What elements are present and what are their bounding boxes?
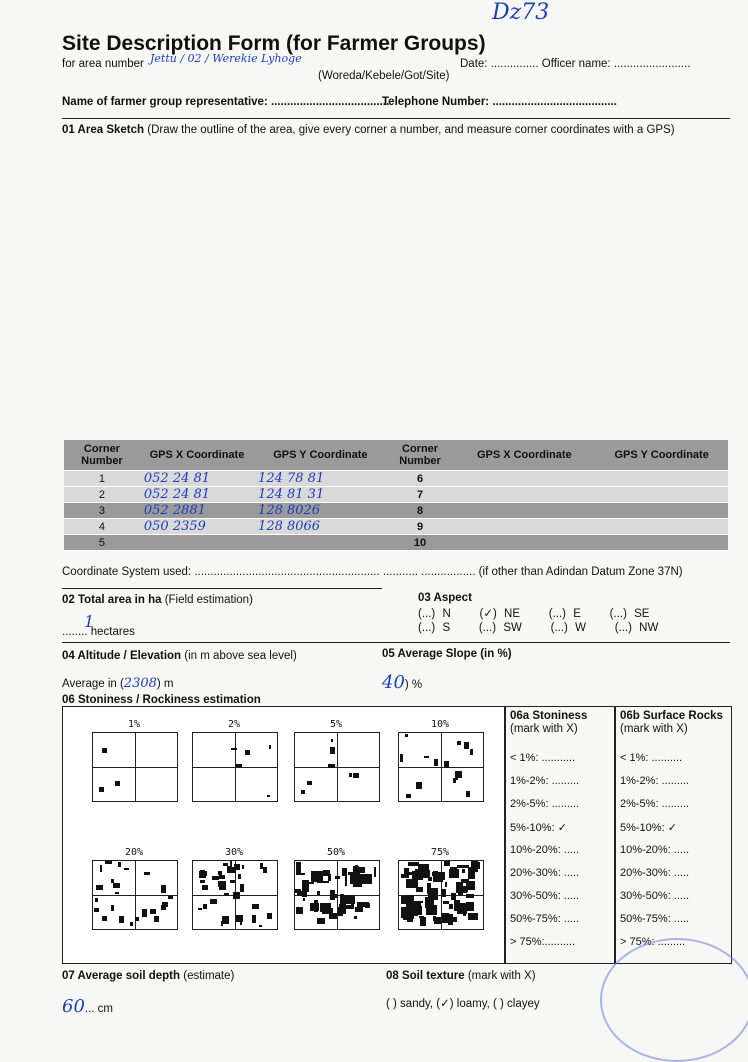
stone-mark xyxy=(405,734,408,736)
stone-mark xyxy=(301,790,305,794)
altitude-line xyxy=(62,676,174,691)
stone-mark xyxy=(416,782,422,789)
stone-mark xyxy=(453,868,456,873)
grid-percent-label: 50% xyxy=(326,847,346,858)
stoniness-column-sub: (mark with X) xyxy=(510,723,578,735)
gps-x-value: 050 2359 xyxy=(140,519,254,535)
gps-y-value: 124 81 31 xyxy=(254,487,387,503)
stone-mark xyxy=(267,913,272,919)
altitude-note: (in m above sea level) xyxy=(184,650,297,662)
col-gps-x-2: GPS X Coordinate xyxy=(453,440,595,471)
stone-mark xyxy=(445,882,447,887)
corner-number: 10 xyxy=(387,535,454,551)
stone-mark xyxy=(124,868,130,871)
gps-x-value: 052 2881 xyxy=(140,503,254,519)
stone-mark xyxy=(95,898,98,902)
stoniness-grid xyxy=(192,732,278,802)
stone-mark xyxy=(105,861,112,864)
stone-mark xyxy=(434,917,441,923)
telephone-line: Telephone Number: ....................................... xyxy=(382,96,617,108)
stoniness-class-option[interactable]: 2%-5%: ......... xyxy=(510,798,580,810)
stone-mark xyxy=(230,880,235,883)
stone-mark xyxy=(400,754,404,762)
area-number-label: for area number xyxy=(62,58,144,70)
stone-mark xyxy=(355,907,363,912)
stone-mark xyxy=(328,764,336,768)
stone-mark xyxy=(407,919,413,922)
stoniness-class-option[interactable]: 1%-2%: ......... xyxy=(510,775,580,787)
stone-mark xyxy=(466,902,474,912)
stone-mark xyxy=(464,742,469,749)
slope-line xyxy=(382,672,422,693)
stone-mark xyxy=(466,791,470,798)
stone-mark xyxy=(322,908,333,914)
stone-mark xyxy=(218,871,222,875)
corner-number: 1 xyxy=(64,471,140,487)
aspect-label: 03 Aspect xyxy=(418,592,472,604)
coordinate-system-line: Coordinate System used: .......................................................... ........... ................. (if other than Adindan Datum Zone 37N) xyxy=(62,566,683,578)
total-area-header xyxy=(62,594,253,606)
corner-number: 2 xyxy=(64,487,140,503)
stoniness-grid xyxy=(294,860,380,930)
table-row xyxy=(64,487,728,503)
stone-mark xyxy=(338,907,343,916)
stone-mark xyxy=(438,872,445,881)
stone-mark xyxy=(224,893,229,897)
surface-rocks-class-option[interactable]: 1%-2%: ......... xyxy=(620,775,690,787)
table-row xyxy=(64,519,728,535)
stone-mark xyxy=(142,909,147,917)
grid-percent-label: 10% xyxy=(430,719,450,730)
gps-y-value xyxy=(254,535,387,551)
stoniness-class-option[interactable]: 30%-50%: ..... xyxy=(510,890,580,902)
hectares-unit: hectares xyxy=(90,626,135,638)
corner-number: 8 xyxy=(387,503,454,519)
stone-mark xyxy=(96,885,104,890)
stone-mark xyxy=(242,865,244,869)
stone-mark xyxy=(374,867,376,877)
stone-mark xyxy=(448,914,453,925)
stone-mark xyxy=(426,905,437,915)
stone-mark xyxy=(150,909,156,913)
soil-texture-options: ( ) sandy, (✓) loamy, ( ) clayey xyxy=(386,998,540,1010)
corner-number: 6 xyxy=(387,471,454,487)
stone-mark xyxy=(466,881,475,890)
total-area-value: 1 xyxy=(84,612,95,631)
stone-mark xyxy=(424,756,429,758)
corner-number: 4 xyxy=(64,519,140,535)
surface-rocks-column-sub: (mark with X) xyxy=(620,723,688,735)
stone-mark xyxy=(418,870,424,877)
stone-mark xyxy=(267,795,270,797)
stoniness-class-option[interactable]: > 75%:.......... xyxy=(510,936,576,948)
stone-mark xyxy=(200,880,206,883)
stone-mark xyxy=(219,887,226,890)
stone-mark xyxy=(118,862,121,867)
stoniness-class-option[interactable]: 10%-20%: ..... xyxy=(510,844,580,856)
aspect-row-2: (...) S (...) SW (...) W (...) NW xyxy=(418,622,659,634)
stoniness-grid xyxy=(192,860,278,930)
stone-mark xyxy=(245,750,250,755)
stone-mark xyxy=(406,794,412,799)
stone-mark xyxy=(240,884,244,891)
gps-x-value: 052 24 81 xyxy=(140,471,254,487)
table-row xyxy=(64,535,728,551)
surface-rocks-column-title: 06b Surface Rocks xyxy=(620,710,723,722)
corner-number: 5 xyxy=(64,535,140,551)
altitude-value: 2308 xyxy=(123,676,157,691)
soil-depth-note: (estimate) xyxy=(183,970,235,982)
stone-mark xyxy=(344,895,354,904)
stone-mark xyxy=(119,916,124,922)
stone-mark xyxy=(349,773,351,777)
surface-rocks-class-option[interactable]: > 75%: ......... xyxy=(620,936,686,948)
area-sketch-header xyxy=(62,124,732,136)
grid-percent-label: 5% xyxy=(329,719,343,730)
stone-mark xyxy=(348,872,353,875)
stone-mark xyxy=(115,892,120,894)
stone-mark xyxy=(113,883,119,889)
corner-number: 7 xyxy=(387,487,454,503)
stone-mark xyxy=(455,777,457,780)
stone-mark xyxy=(441,889,446,897)
corner-number: 3 xyxy=(64,503,140,519)
stone-mark xyxy=(231,867,237,873)
surface-rocks-class-option[interactable]: < 1%: .......... xyxy=(620,752,683,764)
gps-y-value: 128 8066 xyxy=(254,519,387,535)
surface-rocks-class-option[interactable]: 10%-20%: ..... xyxy=(620,844,690,856)
stone-mark xyxy=(154,916,159,922)
col-corner-number-2: Corner Number xyxy=(387,440,454,471)
stone-mark xyxy=(252,904,260,910)
grid-percent-label: 30% xyxy=(224,847,244,858)
stone-mark xyxy=(203,904,207,910)
stoniness-class-option[interactable]: < 1%: ........... xyxy=(510,752,576,764)
stone-mark xyxy=(468,913,477,920)
surface-rocks-class-option[interactable]: 30%-50%: ..... xyxy=(620,890,690,902)
date-officer-line: Date: ............... Officer name: ........................ xyxy=(460,58,691,70)
stone-mark xyxy=(302,890,307,897)
altitude-suffix: ) m xyxy=(156,678,174,690)
stone-mark xyxy=(419,916,424,918)
stone-mark xyxy=(218,881,226,887)
stone-mark xyxy=(444,861,450,866)
stone-mark xyxy=(307,781,312,785)
form-title: Site Description Form (for Farmer Groups) xyxy=(62,32,486,55)
stone-mark xyxy=(353,773,359,777)
stone-mark xyxy=(340,894,344,904)
stoniness-class-option[interactable]: 20%-30%: ..... xyxy=(510,867,580,879)
grid-percent-label: 2% xyxy=(227,719,241,730)
stoniness-column xyxy=(504,706,616,964)
stoniness-label: 06 Stoniness / Rockiness estimation xyxy=(62,694,261,706)
stone-mark xyxy=(401,896,411,904)
stone-mark xyxy=(428,877,432,881)
stone-mark xyxy=(94,908,99,912)
table-row xyxy=(64,503,728,519)
representative-line: Name of farmer group representative: ..................................... xyxy=(62,96,390,108)
stone-mark xyxy=(427,883,431,894)
stone-mark xyxy=(221,921,223,925)
stone-mark xyxy=(458,892,463,894)
stone-mark xyxy=(442,913,449,923)
col-gps-y: GPS Y Coordinate xyxy=(254,440,387,471)
stoniness-class-option[interactable]: 5%-10%: ✓ xyxy=(510,822,567,834)
stone-mark xyxy=(449,904,452,909)
stone-mark xyxy=(212,876,219,880)
stone-mark xyxy=(332,747,335,754)
area-location-suffix: (Woreda/Kebele/Got/Site) xyxy=(318,70,450,82)
stone-mark xyxy=(304,882,313,884)
stone-mark xyxy=(451,893,455,900)
stoniness-grid xyxy=(92,732,178,802)
stone-mark xyxy=(331,739,334,742)
surface-rocks-column xyxy=(614,706,732,964)
stone-mark xyxy=(466,894,474,897)
stone-mark xyxy=(200,870,206,874)
stone-mark xyxy=(102,748,107,753)
col-corner-number: Corner Number xyxy=(64,440,140,471)
stone-mark xyxy=(457,903,468,914)
stone-mark xyxy=(314,871,320,876)
total-area-note: (Field estimation) xyxy=(164,594,253,606)
stone-mark xyxy=(303,898,306,902)
stoniness-grid xyxy=(294,732,380,802)
gps-y-value: 124 78 81 xyxy=(254,471,387,487)
stone-mark xyxy=(219,875,224,879)
col-gps-x: GPS X Coordinate xyxy=(140,440,254,471)
soil-depth-value: 60 xyxy=(62,996,85,1017)
soil-depth-line xyxy=(62,996,113,1017)
gps-y-value: 128 8026 xyxy=(254,503,387,519)
stone-mark xyxy=(434,759,439,766)
stone-mark xyxy=(470,749,473,756)
stone-mark xyxy=(317,881,328,883)
stone-mark xyxy=(202,885,207,890)
stone-mark xyxy=(102,916,107,921)
gps-x-value xyxy=(140,535,254,551)
stone-mark xyxy=(100,865,102,872)
stone-mark xyxy=(314,900,318,911)
slope-value: 40 xyxy=(382,672,405,693)
official-stamp xyxy=(600,938,748,1062)
stoniness-class-option[interactable]: 50%-75%: ..... xyxy=(510,913,580,925)
hectares-line: ........ hectares xyxy=(62,626,135,638)
stone-mark xyxy=(409,905,420,913)
stoniness-grid xyxy=(398,860,484,930)
slope-suffix: ) % xyxy=(404,679,423,691)
altitude-prefix: Average in ( xyxy=(62,678,124,690)
stone-mark xyxy=(135,917,140,921)
stone-mark xyxy=(259,925,262,927)
grid-percent-label: 75% xyxy=(430,847,450,858)
stone-mark xyxy=(354,916,357,918)
stone-mark xyxy=(360,874,372,884)
area-sketch-instruction: (Draw the outline of the area, give every corner a number, and measure corner coordinates with a GPS) xyxy=(147,124,675,136)
stone-mark xyxy=(317,891,320,895)
surface-rocks-class-option[interactable]: 2%-5%: ......... xyxy=(620,798,690,810)
soil-depth-header xyxy=(62,970,234,982)
grid-percent-label: 20% xyxy=(124,847,144,858)
soil-texture-label: 08 Soil texture xyxy=(386,970,465,982)
soil-texture-header xyxy=(386,970,536,982)
stone-mark xyxy=(330,890,335,900)
stoniness-grid xyxy=(398,732,484,802)
stone-mark xyxy=(252,915,256,923)
stone-mark xyxy=(233,892,240,898)
stoniness-grid xyxy=(92,860,178,930)
stone-mark xyxy=(231,748,237,750)
handwritten-reference: Dz73 xyxy=(492,0,550,25)
stone-mark xyxy=(263,867,268,872)
stone-mark xyxy=(161,905,166,910)
surface-rocks-class-option[interactable]: 50%-75%: ..... xyxy=(620,913,690,925)
stone-mark xyxy=(323,870,330,876)
stone-mark xyxy=(210,899,216,904)
stone-mark xyxy=(269,745,272,750)
aspect-row-1: (...) N (✓) NE (...) E (...) SE xyxy=(418,608,650,620)
stone-mark xyxy=(319,918,325,922)
altitude-label: 04 Altitude / Elevation xyxy=(62,650,182,662)
slope-label: 05 Average Slope (in %) xyxy=(382,648,512,660)
stone-mark xyxy=(144,872,150,875)
stone-mark xyxy=(457,741,461,744)
surface-rocks-class-option[interactable]: 5%-10%: ✓ xyxy=(620,822,677,834)
stone-mark xyxy=(443,901,449,904)
col-gps-y-2: GPS Y Coordinate xyxy=(595,440,728,471)
soil-depth-label: 07 Average soil depth xyxy=(62,970,181,982)
stone-mark xyxy=(238,874,241,879)
stone-mark xyxy=(296,907,302,914)
stone-mark xyxy=(130,922,132,926)
stone-mark xyxy=(408,862,420,866)
stone-mark xyxy=(168,896,173,898)
corner-number: 9 xyxy=(387,519,454,535)
stone-mark xyxy=(236,764,242,767)
stone-mark xyxy=(115,781,121,785)
grid-percent-label: 1% xyxy=(127,719,141,730)
surface-rocks-class-option[interactable]: 20%-30%: ..... xyxy=(620,867,690,879)
stone-mark xyxy=(462,869,465,873)
soil-texture-note: (mark with X) xyxy=(467,970,536,982)
stone-mark xyxy=(416,887,423,891)
area-number-handwriting: Jettu / 02 / Werekie Lyhoge xyxy=(150,52,302,65)
stone-mark xyxy=(420,917,427,926)
stone-mark xyxy=(345,874,347,886)
gps-x-value: 052 24 81 xyxy=(140,487,254,503)
stone-mark xyxy=(236,915,243,922)
soil-depth-unit: ... cm xyxy=(84,1003,114,1015)
stone-mark xyxy=(401,874,409,877)
stone-mark xyxy=(99,787,104,792)
stone-mark xyxy=(161,885,166,893)
table-row xyxy=(64,471,728,487)
stone-mark xyxy=(198,908,202,910)
stone-mark xyxy=(296,862,301,874)
stone-mark xyxy=(342,868,346,876)
total-area-label: 02 Total area in ha xyxy=(62,594,162,606)
stone-mark xyxy=(111,905,114,911)
stone-mark xyxy=(444,761,449,768)
stone-mark xyxy=(260,863,263,869)
stoniness-column-title: 06a Stoniness xyxy=(510,710,588,722)
stone-mark xyxy=(414,881,418,887)
area-sketch-label: 01 Area Sketch xyxy=(62,124,145,136)
gps-coordinate-table xyxy=(64,440,728,551)
stone-mark xyxy=(199,874,206,878)
stone-mark xyxy=(335,876,341,879)
altitude-header xyxy=(62,650,297,662)
stone-mark xyxy=(230,861,232,866)
stone-mark xyxy=(476,862,480,869)
